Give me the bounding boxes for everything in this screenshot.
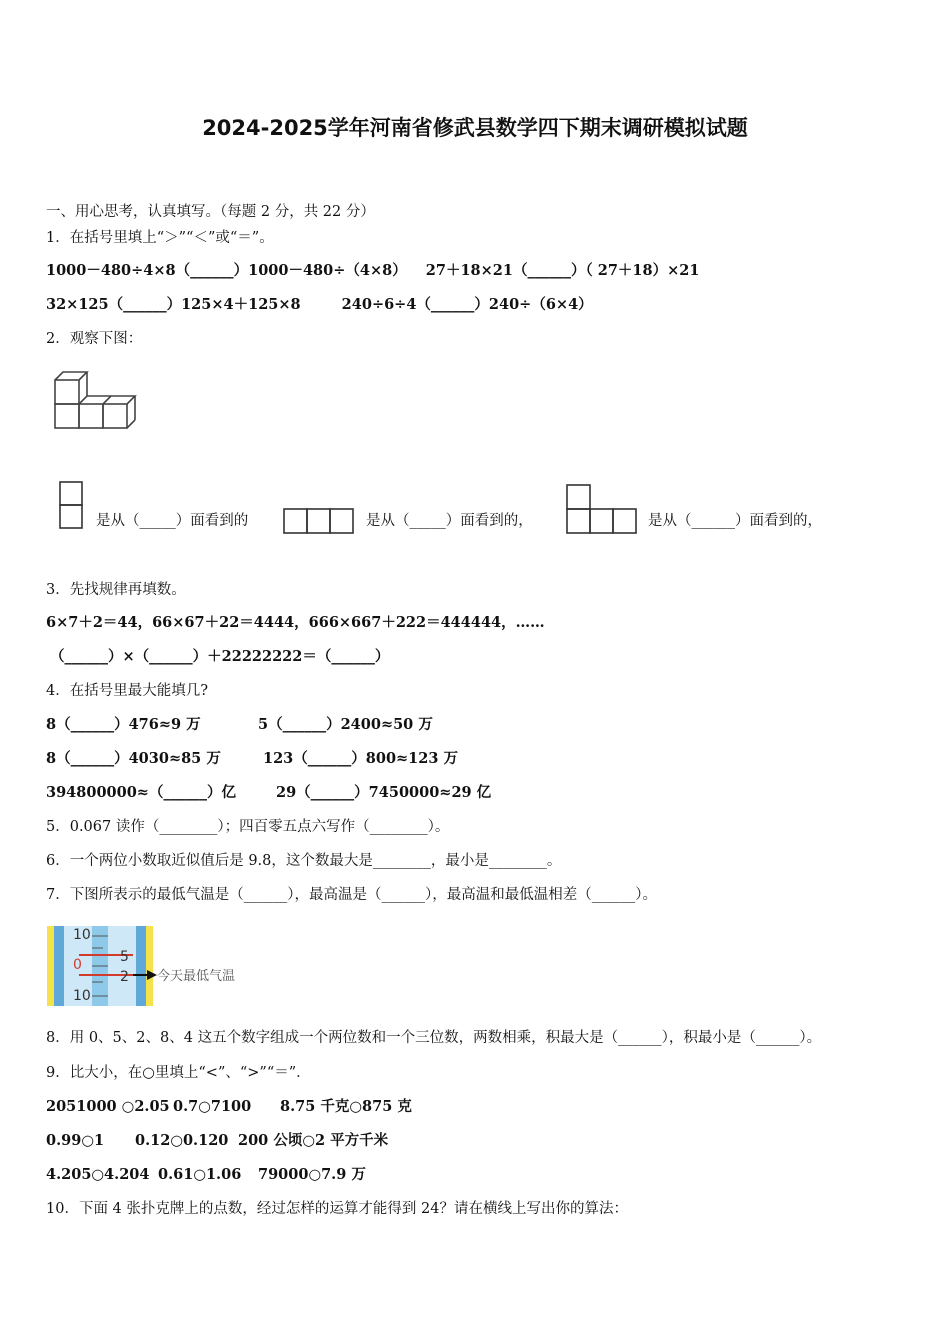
view-vertical-two: [58, 480, 84, 530]
q4-item: 5（______）2400≈50 万: [258, 716, 433, 733]
q3-prompt: 3．先找规律再填数。: [46, 582, 186, 598]
q4-item: 29（______）7450000≈29 亿: [276, 784, 492, 801]
q1-item: 240÷6÷4（______）240÷（6×4）: [341, 296, 593, 313]
q9-item: 0.7○7100: [173, 1098, 252, 1115]
q9-row: [46, 1098, 412, 1116]
q1-prompt: 1．在括号里填上“＞”“＜”或“＝”。: [46, 230, 274, 246]
q4-row: [46, 784, 491, 802]
q9-item: 2051000 ○2.05: [46, 1098, 170, 1115]
q7-text: 7．下图所表示的最低气温是（______），最高温是（______），最高温和最低温相差（______）。: [46, 887, 657, 903]
q10-text: 10．下面 4 张扑克牌上的点数，经过怎样的运算才能得到 24？请在横线上写出你的算法：: [46, 1201, 628, 1217]
q4-row: [46, 750, 458, 768]
q9-item: 8.75 千克○875 克: [280, 1098, 412, 1115]
page-title: 2024-2025学年河南省修武县数学四下期末调研模拟试题: [202, 116, 748, 140]
q1-item: 32×125（______）125×4＋125×8: [46, 296, 301, 313]
thermometer-tick-label: 0: [73, 957, 82, 973]
q9-text: 9．比大小，在○里填上“<”、“>”“＝”．: [46, 1065, 311, 1081]
thermometer-marker-label: 5: [120, 949, 129, 965]
q3-pattern: 6×7＋2＝44，66×67＋22＝4444，666×667＋222＝444444，……: [46, 614, 545, 631]
q4-item: 8（______）476≈9 万: [46, 716, 201, 733]
q9-item: 0.99○1: [46, 1132, 105, 1149]
q1-item: 1000－480÷4×8（______）1000－480÷（4×8）: [46, 262, 407, 279]
q4-item: 123（______）800≈123 万: [263, 750, 458, 767]
q8-text: 8．用 0、5、2、8、4 这五个数字组成一个两位数和一个三位数，两数相乘，积最大是（______），积最小是（______）。: [46, 1030, 822, 1046]
q2-view-label: 是从（_____）面看到的: [96, 513, 249, 529]
view-l-shape: [565, 482, 639, 536]
q3-blank: （______）×（______）＋22222222＝（______）: [50, 648, 390, 665]
q2-view-label: 是从（______）面看到的，: [648, 513, 822, 529]
thermometer-arrow-label: 今天最低气温: [157, 969, 236, 984]
q5-text: 5．0.067 读作（________）；四百零五点六写作（________）。: [46, 819, 450, 835]
thermometer-tick-label: 10: [73, 927, 91, 943]
q9-item: 0.61○1.06: [158, 1166, 242, 1183]
q1-line-1: [46, 262, 699, 280]
q6-text: 6．一个两位小数取近似值后是 9.8，这个数最大是________，最小是________。: [46, 853, 562, 869]
q4-row: [46, 716, 433, 734]
cube-stack-figure: [52, 368, 138, 434]
thermometer-figure: [47, 924, 247, 1008]
q9-item: 4.205○4.204: [46, 1166, 150, 1183]
view-horizontal-three: [282, 506, 356, 536]
thermometer-marker-label: 2: [120, 969, 129, 985]
q9-row: [46, 1166, 366, 1184]
q4-prompt: 4．在括号里最大能填几?: [46, 683, 208, 699]
q9-row: [46, 1132, 388, 1150]
thermometer-tick-label: 10: [73, 988, 91, 1004]
q2-prompt: 2．观察下图：: [46, 331, 143, 347]
q4-item: 394800000≈（______）亿: [46, 784, 236, 801]
q9-item: 0.12○0.120: [135, 1132, 229, 1149]
q2-view-label: 是从（_____）面看到的，: [366, 513, 533, 529]
q1-item: 27＋18×21（______）（ 27＋18）×21: [425, 262, 700, 279]
q9-item: 79000○7.9 万: [258, 1166, 366, 1183]
q4-item: 8（______）4030≈85 万: [46, 750, 221, 767]
q9-item: 200 公顷○2 平方千米: [238, 1132, 389, 1149]
q1-line-2: [46, 296, 593, 314]
section-header: 一、用心思考，认真填写。（每题 2 分，共 22 分）: [46, 204, 375, 220]
